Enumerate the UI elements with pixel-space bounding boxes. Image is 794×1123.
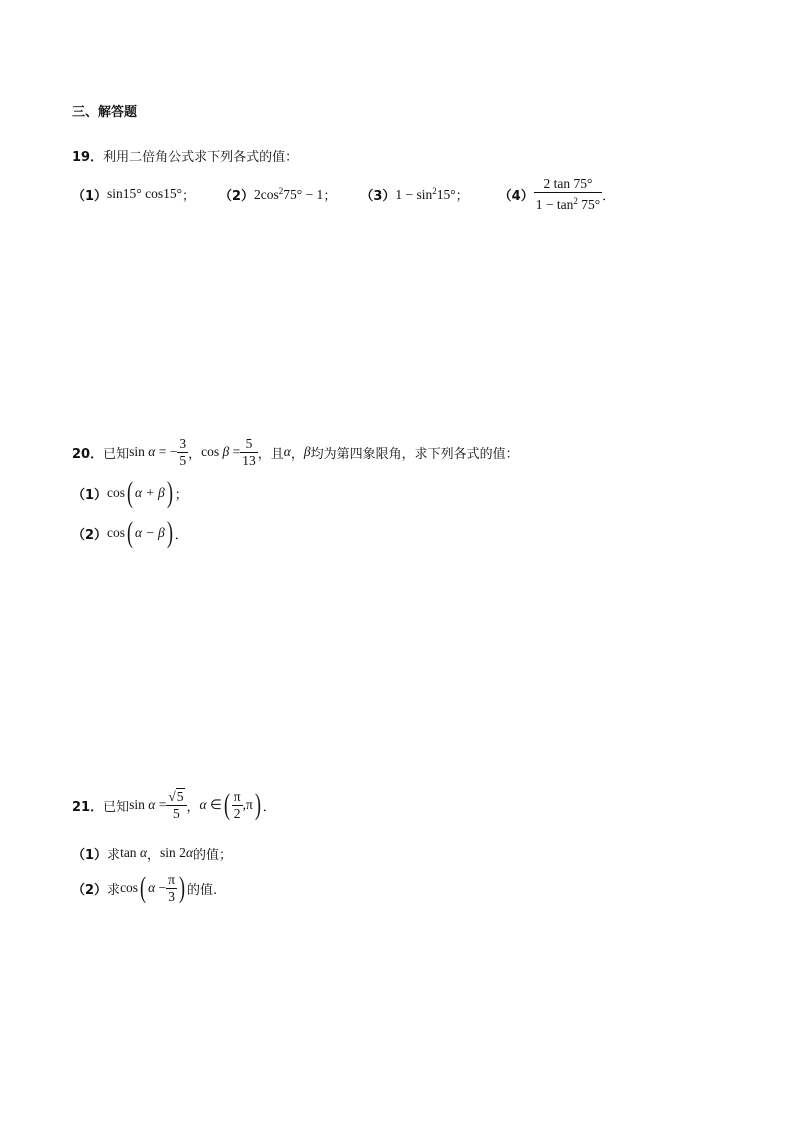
math-expression: sin 2α (160, 845, 194, 860)
math-expression: α ∈ (199, 797, 222, 812)
math-expression: sin α = − (129, 444, 178, 459)
fraction-numerator: 3 (179, 435, 187, 451)
paren-right: ) (178, 871, 185, 904)
math-expression: $2\cos^275^\circ - 1$ (254, 185, 324, 202)
question-text: 均为第四象限角，求下列各式的值： (310, 446, 519, 462)
math-function: cos (107, 485, 126, 500)
paren-left: ( (127, 516, 134, 549)
fraction (177, 437, 188, 468)
fraction-numerator: π (233, 788, 241, 804)
fraction (232, 790, 243, 821)
math-symbol: α (283, 444, 291, 459)
question-text: 已知 (103, 799, 130, 815)
paren-right: ) (166, 476, 173, 509)
question-21-stem (72, 786, 276, 824)
question-number: 19． (72, 150, 104, 165)
fraction (534, 177, 602, 212)
punctuation: ； (181, 188, 195, 204)
punctuation: ； (323, 188, 337, 204)
math-function: cos (120, 880, 139, 895)
question-text: 已知 (103, 446, 130, 462)
punctuation: ； (174, 487, 188, 503)
fraction-numerator: π (168, 871, 175, 887)
math-expression: tan α (120, 845, 148, 860)
math-function: cos (107, 525, 126, 540)
question-text: 求 (107, 847, 121, 863)
math-expression: α − β (135, 525, 165, 540)
punctuation: ， (188, 446, 202, 462)
fraction-numerator: 5 (240, 437, 258, 453)
question-20-part-2 (72, 516, 188, 549)
math-expression: sin α = (129, 797, 167, 812)
part-label: （2） (72, 527, 108, 543)
fraction (166, 790, 186, 821)
question-20-part-1 (72, 476, 188, 509)
math-expression: cos β = (201, 444, 241, 459)
fraction-denominator: 3 (168, 888, 175, 904)
fraction-denominator: $1 - \tan^2 75^\circ$ (535, 195, 601, 212)
section-title: 三、解答题 (72, 105, 138, 120)
punctuation: ． (262, 799, 276, 815)
math-expression: α + β (135, 485, 165, 500)
punctuation: ． (174, 527, 188, 543)
math-symbol: β (303, 444, 311, 459)
paren-left: ( (223, 788, 230, 821)
part-label: （2） (72, 882, 108, 898)
part-label: （1） (72, 847, 108, 863)
math-expression: α − (148, 880, 167, 895)
question-text: 的值. (186, 882, 218, 898)
question-21-part-2 (72, 868, 217, 908)
math-expression: $1 - \sin^215^\circ$ (395, 185, 456, 202)
part-label: （4） (498, 188, 534, 204)
paren-right: ) (166, 516, 173, 549)
punctuation: ， (186, 799, 200, 815)
fraction-denominator: 13 (242, 452, 256, 468)
punctuation: ； (455, 188, 469, 204)
question-text: 的值； (193, 847, 233, 863)
punctuation: ． (602, 188, 616, 204)
punctuation: ， (290, 446, 304, 462)
question-19-parts (72, 175, 616, 212)
question-21-part-1 (72, 842, 232, 864)
paren-left: ( (140, 871, 147, 904)
paren-right: ) (254, 788, 261, 821)
question-number: 20． (72, 446, 104, 462)
fraction (240, 437, 258, 468)
fraction-denominator: 2 (233, 805, 241, 821)
question-text: ，且 (257, 446, 284, 462)
question-number: 21． (72, 799, 104, 815)
fraction-denominator: 5 (179, 452, 187, 468)
question-text: 利用二倍角公式求下列各式的值： (103, 150, 299, 165)
question-19-stem (72, 146, 298, 165)
math-expression: ,π (242, 797, 253, 812)
question-20-stem (72, 434, 519, 470)
fraction-denominator: 5 (173, 805, 180, 821)
part-label: （1） (72, 188, 108, 204)
fraction (166, 873, 177, 904)
math-expression: sin15° cos15° (107, 186, 182, 201)
paren-left: ( (127, 476, 134, 509)
part-label: （2） (219, 188, 255, 204)
punctuation: ， (147, 847, 161, 863)
part-label: （3） (360, 188, 396, 204)
fraction-numerator: √5 (166, 790, 186, 806)
question-text: 求 (107, 882, 121, 898)
fraction-numerator: 2 tan 75° (534, 177, 602, 193)
part-label: （1） (72, 487, 108, 503)
